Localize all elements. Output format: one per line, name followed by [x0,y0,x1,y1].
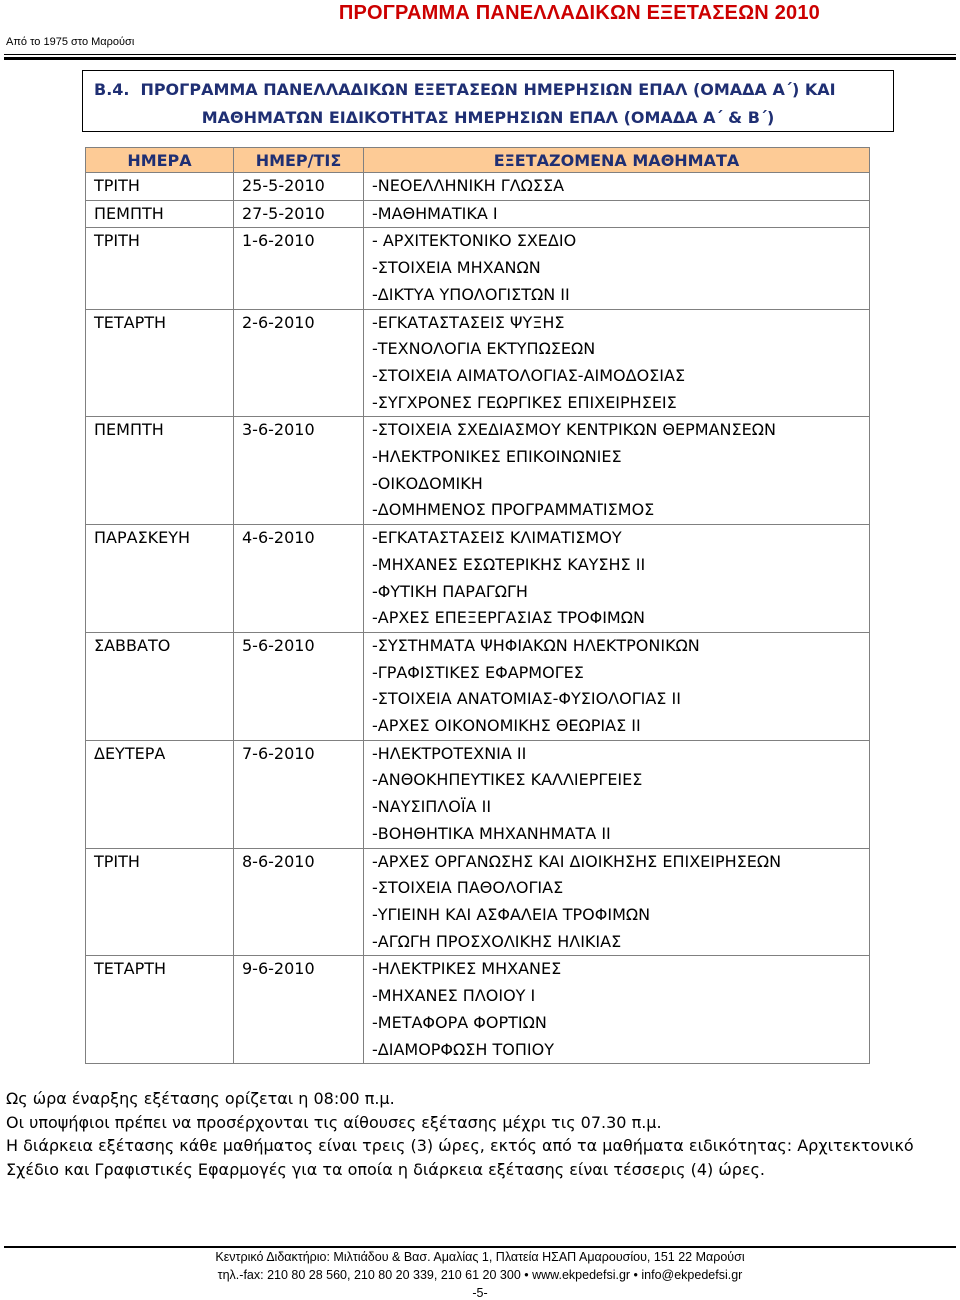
cell-date [234,632,364,740]
day-text: ΤΕΤΑΡΤΗ [94,312,167,332]
subject-item: -ΕΓΚΑΤΑΣΤΑΣΕΙΣ ΚΛΙΜΑΤΙΣΜΟΥ [372,528,622,548]
header-title: ΠΡΟΓΡΑΜΜΑ ΠΑΝΕΛΛΑΔΙΚΩΝ ΕΞΕΤΑΣΕΩΝ 2010 [338,2,820,24]
cell-date [234,848,364,956]
subject-item: - ΑΡΧΙΤΕΚΤΟΝΙΚΟ ΣΧΕΔΙΟ [372,231,577,251]
footer-address: Κεντρικό Διδακτήριο: Μιλτιάδου & Βασ. Αμαλίας 1, Πλατεία ΗΣΑΠ Αμαρουσίου, 151 22 Μαρούσι [215,1250,745,1264]
cell-subjects [364,200,870,228]
subject-item: -ΣΤΟΙΧΕΙΑ ΑΙΜΑΤΟΛΟΓΙΑΣ-ΑΙΜΟΔΟΣΙΑΣ [372,365,686,385]
date-text: 5-6-2010 [242,635,315,655]
note-duration: Η διάρκεια εξέτασης κάθε μαθήματος είναι τρεις (3) ώρες, εκτός από τα μαθήματα ειδικότητας: Αρχιτεκτονικό [6,1136,914,1155]
date-text: 25-5-2010 [242,176,325,195]
cell-day [86,417,234,525]
footer-contact: τηλ.-fax: 210 80 28 560, 210 80 20 339, 210 61 20 300 • www.ekpedefsi.gr • info@ekpedefsi.gr [217,1268,743,1282]
day-text: ΠΑΡΑΣΚΕΥΗ [94,528,191,548]
cell-subjects [364,173,870,201]
subject-item: -ΑΡΧΕΣ ΟΡΓΑΝΩΣΗΣ ΚΑΙ ΔΙΟΙΚΗΣΗΣ ΕΠΙΧΕΙΡΗΣΕΩΝ [372,851,782,871]
day-text: ΤΕΤΑΡΤΗ [94,959,167,979]
cell-date [234,525,364,633]
table-row [86,740,870,848]
subject-item: -ΒΟΗΘΗΤΙΚΑ ΜΗΧΑΝΗΜΑΤΑ ΙΙ [372,823,611,843]
table-row [86,309,870,417]
subject-item: -ΑΡΧΕΣ ΟΙΚΟΝΟΜΙΚΗΣ ΘΕΩΡΙΑΣ ΙΙ [372,716,641,736]
subject-item: -ΕΓΚΑΤΑΣΤΑΣΕΙΣ ΨΥΞΗΣ [372,312,565,332]
date-text: 1-6-2010 [242,231,315,251]
note-arrival-time: Οι υποψήφιοι πρέπει να προσέρχονται τις αίθουσες εξέτασης μέχρι τις 07.30 π.μ. [6,1112,662,1132]
cell-date [234,417,364,525]
table-row [86,956,870,1064]
cell-subjects [364,632,870,740]
date-text: 27-5-2010 [242,203,325,223]
subject-item: -ΔΟΜΗΜΕΝΟΣ ΠΡΟΓΡΑΜΜΑΤΙΣΜΟΣ [372,500,655,520]
exam-notes [6,1087,956,1181]
header-subtitle: Από το 1975 στο Μαρούσι [6,36,135,48]
column-header-subjects: ΕΞΕΤΑΖΟΜΕΝΑ ΜΑΘΗΜΑΤΑ [364,148,870,173]
subject-item: -ΔΙΚΤΥΑ ΥΠΟΛΟΓΙΣΤΩΝ ΙΙ [372,284,570,304]
subject-item: -ΝΕΟΕΛΛΗΝΙΚΗ ΓΛΩΣΣΑ [372,176,565,195]
day-text: ΣΑΒΒΑΤΟ [94,635,171,655]
day-text: ΔΕΥΤΕΡΑ [94,743,166,763]
subject-item: -ΣΤΟΙΧΕΙΑ ΠΑΘΟΛΟΓΙΑΣ [372,878,564,898]
subject-item: -ΟΙΚΟΔΟΜΙΚΗ [372,473,483,493]
subject-item: -ΗΛΕΚΤΡΟΝΙΚΕΣ ΕΠΙΚΟΙΝΩΝΙΕΣ [372,447,622,467]
subject-item: -ΣΥΣΤΗΜΑΤΑ ΨΗΦΙΑΚΩΝ ΗΛΕΚΤΡΟΝΙΚΩΝ [372,635,700,655]
table-row [86,417,870,525]
day-text: ΤΡΙΤΗ [94,176,140,195]
note-duration-continued: Σχέδιο και Γραφιστικές Εφαρμογές για τα οποία η διάρκεια εξέτασης είναι τέσσερις (4) ώρες. [6,1159,765,1179]
column-header-day: ΗΜΕΡΑ [86,148,234,173]
day-text: ΠΕΜΠΤΗ [94,420,164,440]
cell-subjects [364,309,870,417]
header-divider-thick [4,57,956,60]
subject-item: -ΣΥΓΧΡΟΝΕΣ ΓΕΩΡΓΙΚΕΣ ΕΠΙΧΕΙΡΗΣΕΙΣ [372,392,677,412]
subject-item: -ΦΥΤΙΚΗ ΠΑΡΑΓΩΓΗ [372,581,528,601]
table-header-row [86,148,870,173]
cell-day [86,173,234,201]
table-body [86,173,870,1064]
cell-date [234,173,364,201]
subject-item: -ΜΗΧΑΝΕΣ ΠΛΟΙΟΥ Ι [372,986,536,1006]
cell-subjects [364,417,870,525]
cell-day [86,228,234,309]
subject-item: -ΑΝΘΟΚΗΠΕΥΤΙΚΕΣ ΚΑΛΛΙΕΡΓΕΙΕΣ [372,770,643,790]
subject-item: -ΗΛΕΚΤΡΟΤΕΧΝΙΑ ΙΙ [372,743,527,763]
subject-item: -ΜΗΧΑΝΕΣ ΕΣΩΤΕΡΙΚΗΣ ΚΑΥΣΗΣ ΙΙ [372,554,646,574]
subject-item: -ΑΡΧΕΣ ΕΠΕΞΕΡΓΑΣΙΑΣ ΤΡΟΦΙΜΩΝ [372,608,645,628]
section-title [82,76,894,132]
cell-date [234,200,364,228]
subject-item: -ΜΕΤΑΦΟΡΑ ΦΟΡΤΙΩΝ [372,1012,547,1032]
exam-schedule-table [85,147,870,1064]
subject-item: -ΤΕΧΝΟΛΟΓΙΑ ΕΚΤΥΠΩΣΕΩΝ [372,339,596,359]
table-row [86,173,870,201]
day-text: ΤΡΙΤΗ [94,851,140,871]
cell-subjects [364,525,870,633]
cell-date [234,956,364,1064]
footer-divider [4,1246,956,1248]
cell-subjects [364,848,870,956]
cell-day [86,632,234,740]
page-number: -5- [472,1286,488,1300]
table-row [86,632,870,740]
subject-item: -ΣΤΟΙΧΕΙΑ ΜΗΧΑΝΩΝ [372,258,541,278]
cell-day [86,525,234,633]
cell-day [86,740,234,848]
subject-item: -ΝΑΥΣΙΠΛΟΪΑ ΙΙ [372,797,492,817]
section-number: Β.4. [94,80,130,99]
table-row [86,228,870,309]
cell-day [86,200,234,228]
date-text: 4-6-2010 [242,528,315,548]
subject-item: -ΓΡΑΦΙΣΤΙΚΕΣ ΕΦΑΡΜΟΓΕΣ [372,662,584,682]
date-text: 7-6-2010 [242,743,315,763]
cell-date [234,309,364,417]
table-row [86,848,870,956]
cell-day [86,956,234,1064]
date-text: 3-6-2010 [242,420,315,440]
note-start-time: Ως ώρα έναρξης εξέτασης ορίζεται η 08:00 π.μ. [6,1089,395,1108]
subject-item: -ΜΑΘΗΜΑΤΙΚΑ Ι [372,203,498,223]
header-divider [4,54,956,55]
cell-date [234,740,364,848]
date-text: 8-6-2010 [242,851,315,871]
table-row [86,525,870,633]
date-text: 9-6-2010 [242,959,315,979]
cell-subjects [364,740,870,848]
cell-subjects [364,956,870,1064]
cell-day [86,848,234,956]
subject-item: -ΑΓΩΓΗ ΠΡΟΣΧΟΛΙΚΗΣ ΗΛΙΚΙΑΣ [372,931,622,951]
day-text: ΤΡΙΤΗ [94,231,140,251]
section-title-line-2: ΜΑΘΗΜΑΤΩΝ ΕΙΔΙΚΟΤΗΤΑΣ ΗΜΕΡΗΣΙΩΝ ΕΠΑΛ (ΟΜΑΔΑ Α΄ & Β΄) [201,108,775,127]
table-row [86,200,870,228]
subject-item: -ΗΛΕΚΤΡΙΚΕΣ ΜΗΧΑΝΕΣ [372,959,562,979]
subject-item: -ΥΓΙΕΙΝΗ ΚΑΙ ΑΣΦΑΛΕΙΑ ΤΡΟΦΙΜΩΝ [372,904,651,924]
cell-day [86,309,234,417]
subject-item: -ΣΤΟΙΧΕΙΑ ΑΝΑΤΟΜΙΑΣ-ΦΥΣΙΟΛΟΓΙΑΣ ΙΙ [372,689,681,709]
date-text: 2-6-2010 [242,312,315,332]
column-header-date: ΗΜΕΡ/ΤΙΣ [234,148,364,173]
cell-subjects [364,228,870,309]
day-text: ΠΕΜΠΤΗ [94,203,164,223]
subject-item: -ΔΙΑΜΟΡΦΩΣΗ ΤΟΠΙΟΥ [372,1039,554,1059]
cell-date [234,228,364,309]
subject-item: -ΣΤΟΙΧΕΙΑ ΣΧΕΔΙΑΣΜΟΥ ΚΕΝΤΡΙΚΩΝ ΘΕΡΜΑΝΣΕΩΝ [372,420,776,440]
section-title-line-1: ΠΡΟΓΡΑΜΜΑ ΠΑΝΕΛΛΑΔΙΚΩΝ ΕΞΕΤΑΣΕΩΝ ΗΜΕΡΗΣΙΩΝ ΕΠΑΛ (ΟΜΑΔΑ Α΄) ΚΑΙ [140,80,836,99]
